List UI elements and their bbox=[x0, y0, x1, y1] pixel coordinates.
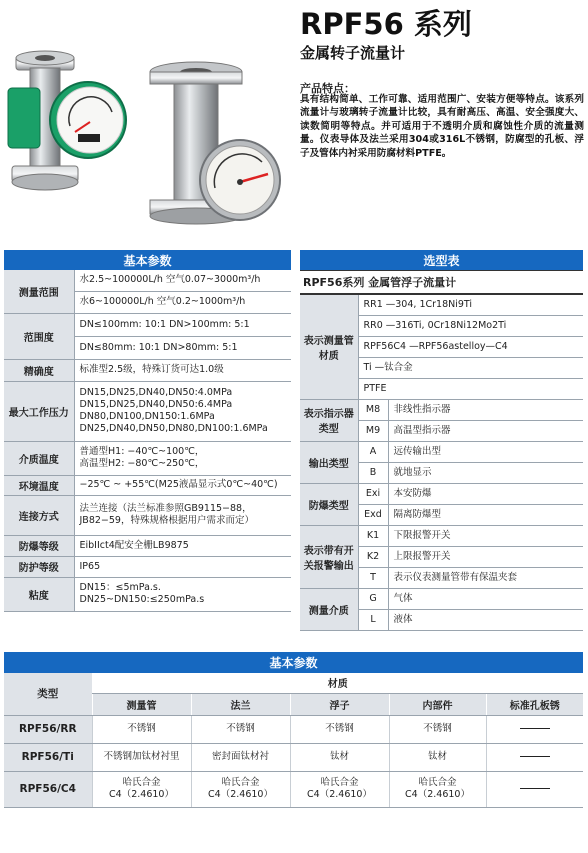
material-header: 材质 bbox=[92, 673, 583, 693]
dash-cell bbox=[486, 771, 583, 807]
column-header: 浮子 bbox=[290, 693, 389, 715]
table-row bbox=[4, 715, 583, 743]
materials-heading: 基本参数 bbox=[4, 652, 583, 673]
option-desc: 本安防爆 bbox=[388, 483, 583, 504]
option-code: Exi bbox=[358, 483, 388, 504]
option-desc: 下限报警开关 bbox=[388, 525, 583, 546]
option-code: L bbox=[358, 609, 388, 630]
params-heading: 基本参数 bbox=[4, 250, 291, 270]
option-desc: RR1 —304, 1Cr18Ni9Ti bbox=[358, 294, 583, 315]
group-label: 表示测量管材质 bbox=[300, 294, 358, 399]
param-value: 法兰连接（法兰标准参照GB9115−88，JB82−59，特殊规格根据用户需求而定） bbox=[74, 495, 291, 535]
option-code: M9 bbox=[358, 420, 388, 441]
material-cell: 不锈钢加钛材衬里 bbox=[92, 743, 191, 771]
material-cell: 不锈钢 bbox=[389, 715, 486, 743]
material-cell: 哈氏合金 C4（2.4610） bbox=[389, 771, 486, 807]
row-type: RPF56/C4 bbox=[4, 771, 92, 807]
param-label: 粘度 bbox=[4, 577, 74, 611]
group-label: 测量介质 bbox=[300, 588, 358, 630]
type-header: 类型 bbox=[4, 673, 92, 715]
option-desc: Ti —钛合金 bbox=[358, 357, 583, 378]
material-cell: 不锈钢 bbox=[92, 715, 191, 743]
option-desc: 非线性指示器 bbox=[388, 399, 583, 420]
param-label: 环境温度 bbox=[4, 475, 74, 495]
dash-cell bbox=[486, 743, 583, 771]
param-label: 范围度 bbox=[4, 313, 74, 359]
material-cell: 钛材 bbox=[290, 743, 389, 771]
option-desc: 就地显示 bbox=[388, 462, 583, 483]
param-value: 标准型2.5级，特殊订货可达1.0级 bbox=[74, 359, 291, 381]
group-label: 防爆类型 bbox=[300, 483, 358, 525]
param-value: DN≤80mm: 10:1 DN>80mm: 5:1 bbox=[74, 336, 291, 359]
group-label: 表示带有开关报警输出 bbox=[300, 525, 358, 588]
option-code: B bbox=[358, 462, 388, 483]
materials-table bbox=[4, 652, 583, 808]
param-value: −25℃ ~ +55℃(M25液晶显示式0℃~40℃) bbox=[74, 475, 291, 495]
material-cell: 哈氏合金 C4（2.4610） bbox=[290, 771, 389, 807]
param-value: 普通型H1: −40℃~100℃， 高温型H2: −80℃~250℃， bbox=[74, 441, 291, 475]
material-cell: 密封面钛材衬 bbox=[191, 743, 290, 771]
option-desc: 液体 bbox=[388, 609, 583, 630]
material-cell: 钛材 bbox=[389, 743, 486, 771]
param-value: 水2.5~100000L/h 空气0.07~3000m³/h bbox=[74, 270, 291, 291]
option-desc: 气体 bbox=[388, 588, 583, 609]
param-label: 防护等级 bbox=[4, 556, 74, 577]
param-value: EibIIct4配安全栅LB9875 bbox=[74, 535, 291, 556]
material-cell: 不锈钢 bbox=[191, 715, 290, 743]
param-value: DN15：≤5mPa.s. DN25~DN150:≤250mPa.s bbox=[74, 577, 291, 611]
params-table bbox=[4, 250, 291, 612]
page-title: RPF56 系列 bbox=[300, 7, 472, 41]
left-flowmeter bbox=[8, 51, 126, 190]
param-label: 连接方式 bbox=[4, 495, 74, 535]
option-code: K2 bbox=[358, 546, 388, 567]
features-heading: 产品特点： bbox=[300, 82, 355, 95]
dash-mark bbox=[520, 728, 550, 729]
dash-mark bbox=[520, 756, 550, 757]
param-label: 测量范围 bbox=[4, 270, 74, 313]
model-label: RPF56系列 金属管浮子流量计 bbox=[300, 271, 583, 295]
param-value: IP65 bbox=[74, 556, 291, 577]
option-code: K1 bbox=[358, 525, 388, 546]
option-desc: 隔离防爆型 bbox=[388, 504, 583, 525]
row-type: RPF56/RR bbox=[4, 715, 92, 743]
material-cell: 不锈钢 bbox=[290, 715, 389, 743]
material-cell: 哈氏合金 C4（2.4610） bbox=[92, 771, 191, 807]
option-desc: PTFE bbox=[358, 378, 583, 399]
material-cell: 哈氏合金 C4（2.4610） bbox=[191, 771, 290, 807]
table-row bbox=[4, 743, 583, 771]
param-label: 防爆等级 bbox=[4, 535, 74, 556]
param-label: 精确度 bbox=[4, 359, 74, 381]
option-desc: 远传输出型 bbox=[388, 441, 583, 462]
page-subtitle: 金属转子流量计 bbox=[300, 44, 406, 62]
option-code: A bbox=[358, 441, 388, 462]
param-value: DN15,DN25,DN40,DN50:4.0MPa DN15,DN25,DN40,DN50:6.4MPa DN80,DN100,DN150:1.6MPa DN25,DN40,DN50,DN80,DN100:1.6MPa bbox=[74, 381, 291, 441]
row-type: RPF56/Ti bbox=[4, 743, 92, 771]
product-photo bbox=[0, 28, 292, 226]
option-code: M8 bbox=[358, 399, 388, 420]
option-code: G bbox=[358, 588, 388, 609]
param-label: 最大工作压力 bbox=[4, 381, 74, 441]
group-label: 输出类型 bbox=[300, 441, 358, 483]
right-flowmeter bbox=[150, 62, 280, 224]
option-desc: RPF56C4 —RPF56astelloy—C4 bbox=[358, 336, 583, 357]
param-value: DN≤100mm: 10:1 DN>100mm: 5:1 bbox=[74, 313, 291, 336]
option-desc: 表示仪表测量管带有保温夹套 bbox=[388, 567, 583, 588]
column-header: 标准孔板锈 bbox=[486, 693, 583, 715]
dash-mark bbox=[520, 788, 550, 789]
column-header: 法兰 bbox=[191, 693, 290, 715]
selection-table bbox=[300, 250, 583, 631]
param-value: 水6~100000L/h 空气0.2~1000m³/h bbox=[74, 291, 291, 313]
option-code: Exd bbox=[358, 504, 388, 525]
features-text: 具有结构简单、工作可靠、适用范围广、安装方便等特点。该系列流量计与玻璃转子流量计比较，具有耐高压、高温、安全强度大、读数简明等特点。并可适用于不透明介质和腐蚀性介质的流量测量。仪表导体及法兰采用304或316L不锈钢，防腐型的孔板、浮子及管体内衬采用防腐材料PTFE。 bbox=[300, 94, 584, 159]
group-label: 表示指示器类型 bbox=[300, 399, 358, 441]
option-desc: 高温型指示器 bbox=[388, 420, 583, 441]
column-header: 内部件 bbox=[389, 693, 486, 715]
param-label: 介质温度 bbox=[4, 441, 74, 475]
table-row bbox=[4, 771, 583, 807]
selection-heading: 选型表 bbox=[300, 250, 583, 271]
option-desc: RR0 —316Ti, 0Cr18Ni12Mo2Ti bbox=[358, 315, 583, 336]
option-desc: 上限报警开关 bbox=[388, 546, 583, 567]
column-header: 测量管 bbox=[92, 693, 191, 715]
dash-cell bbox=[486, 715, 583, 743]
option-code: T bbox=[358, 567, 388, 588]
